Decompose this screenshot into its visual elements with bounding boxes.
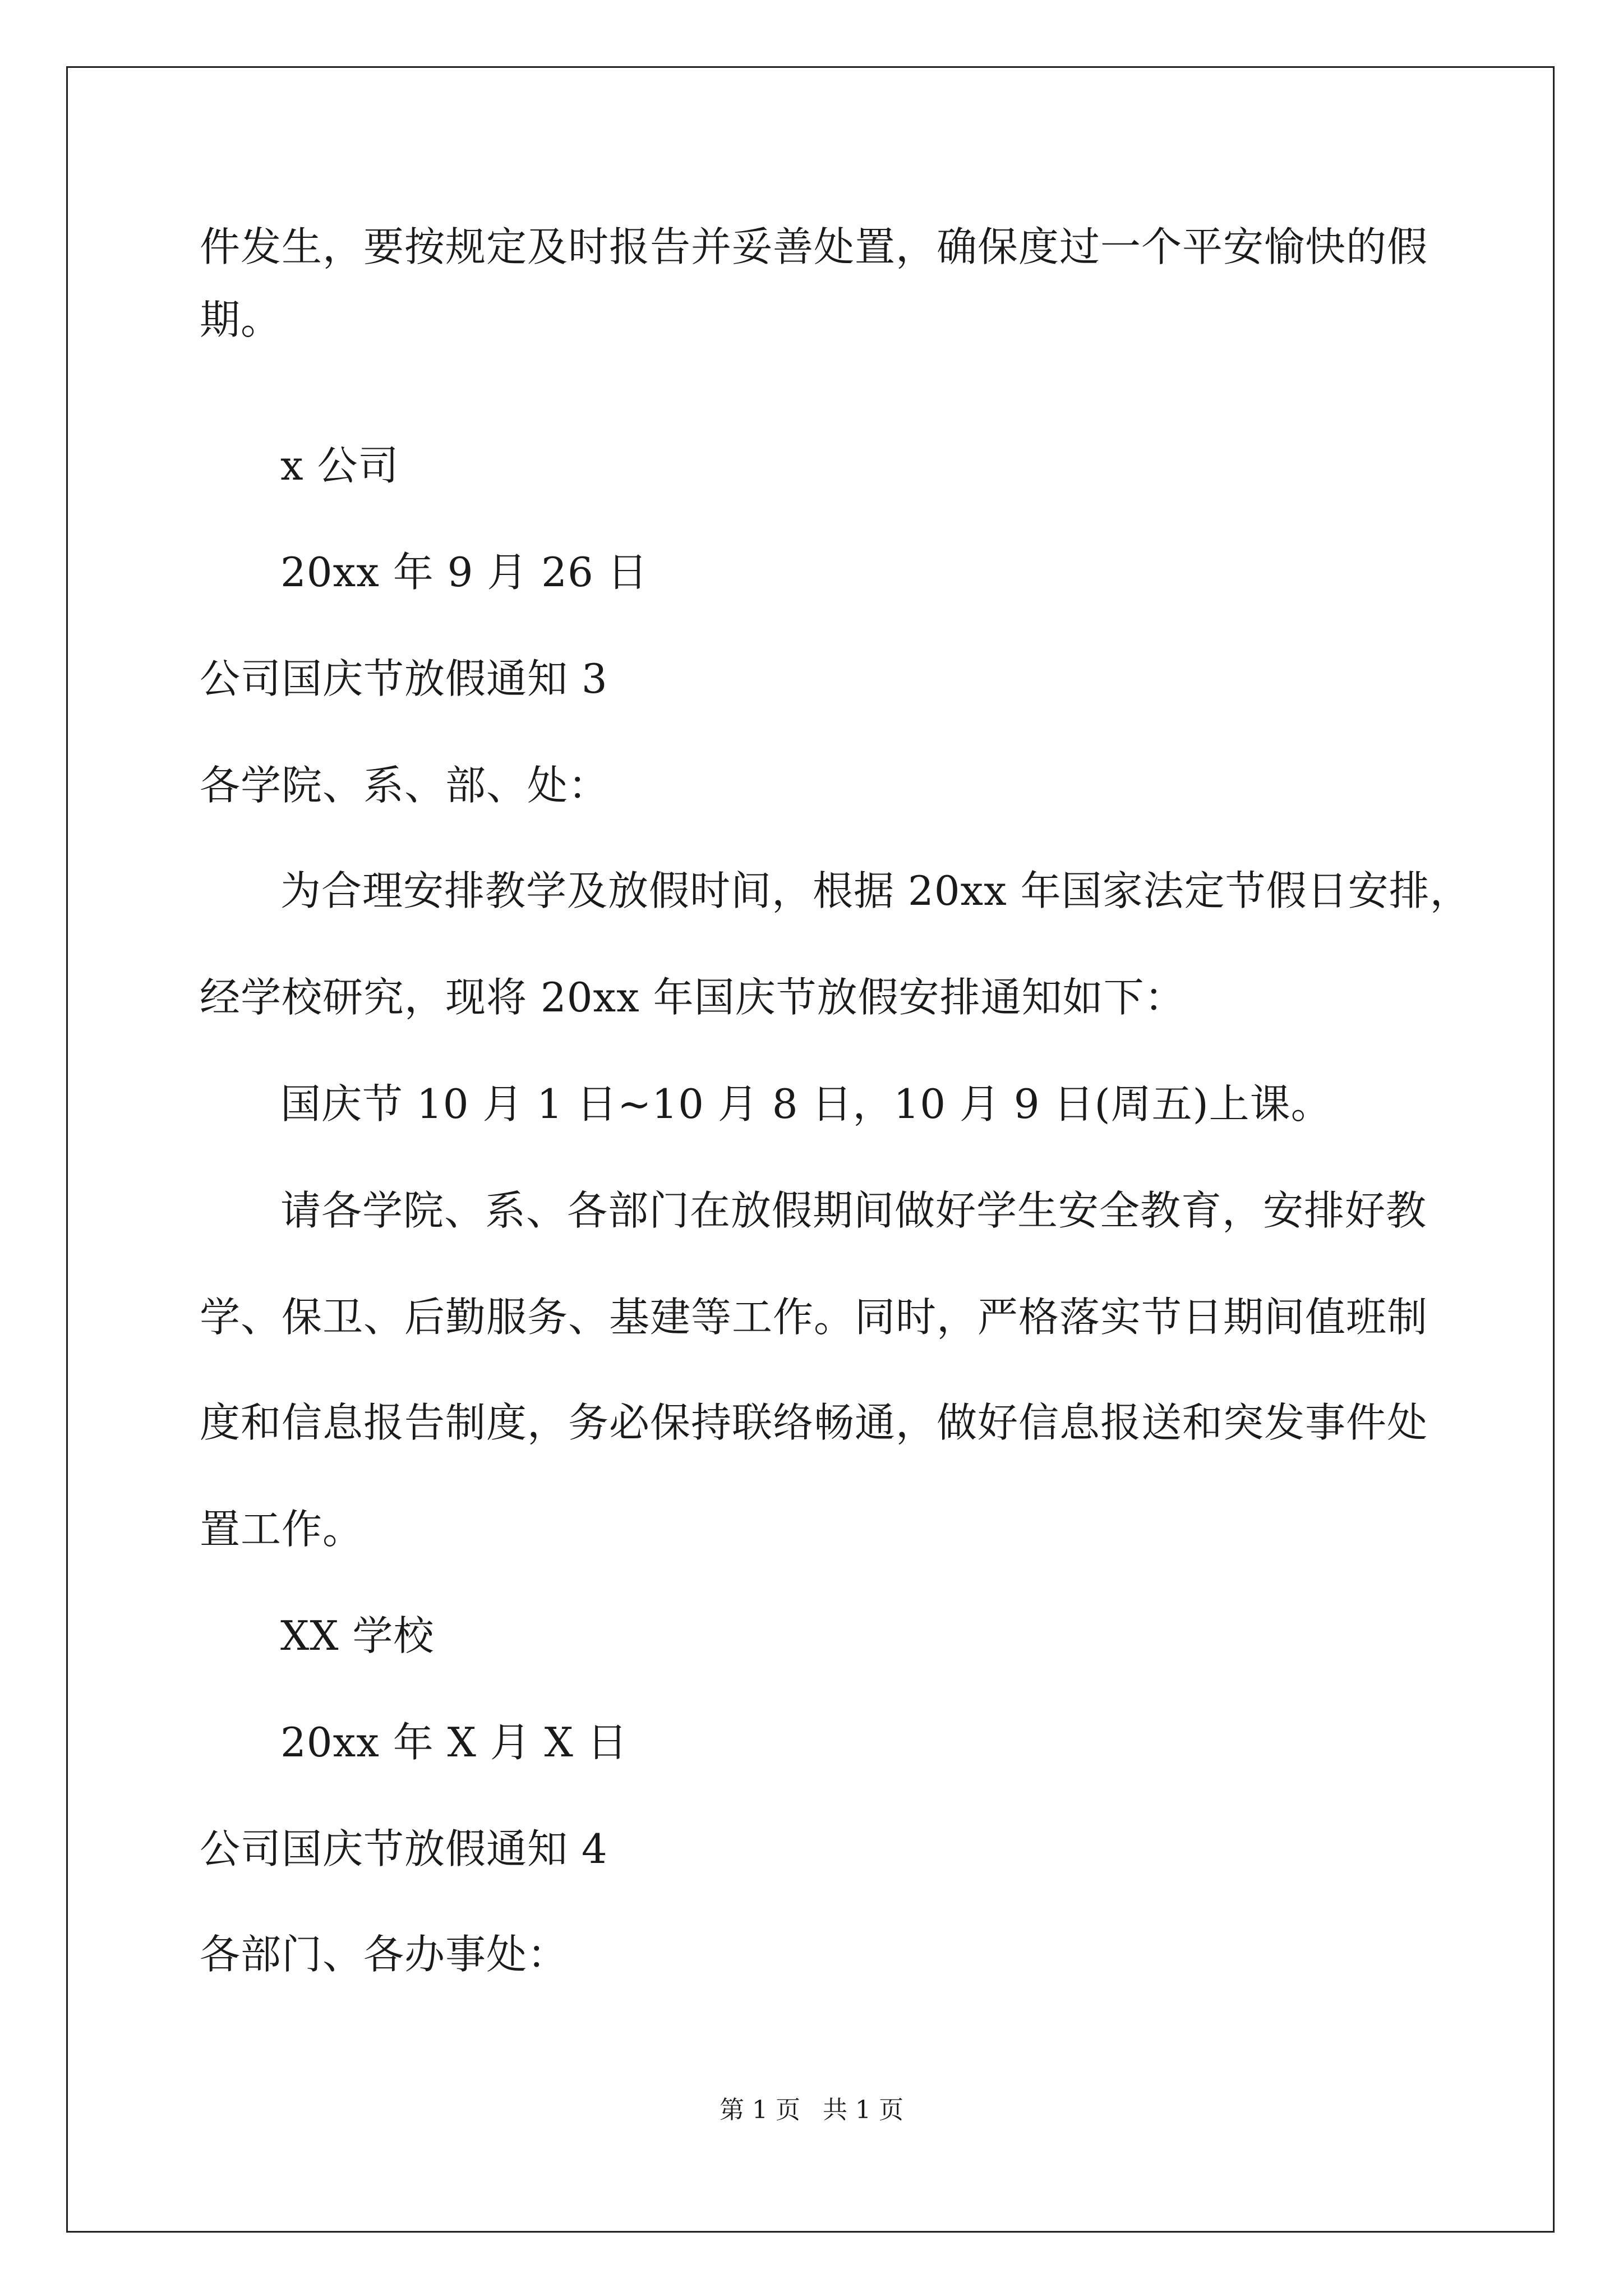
section-heading: 公司国庆节放假通知 3	[200, 655, 608, 702]
salutation: 各部门、各办事处：	[200, 1931, 569, 1978]
signature-date: 20xx 年 9 月 26 日	[280, 549, 648, 596]
paragraph-line: 置工作。	[200, 1506, 364, 1553]
signature-date: 20xx 年 X 月 X 日	[280, 1719, 628, 1766]
paragraph-line: 请各学院、系、各部门在放假期间做好学生安全教育，安排好教	[280, 1187, 1427, 1234]
page-footer	[0, 2093, 1623, 2127]
signature-school: XX 学校	[280, 1612, 435, 1659]
paragraph-line: 为合理安排教学及放假时间，根据 20xx 年国家法定节假日安排，	[280, 867, 1471, 914]
signature-company: x 公司	[280, 442, 399, 489]
paragraph-line: 经学校研究，现将 20xx 年国庆节放假安排通知如下：	[200, 974, 1186, 1021]
section-heading: 公司国庆节放假通知 4	[200, 1825, 608, 1872]
paragraph-line: 期。	[200, 296, 282, 343]
paragraph-line: 件发生，要按规定及时报告并妥善处置，确保度过一个平安愉快的假	[200, 223, 1428, 270]
page-number: 第 1 页	[720, 2096, 800, 2124]
page-total: 共 1 页	[823, 2096, 903, 2124]
paragraph-line: 国庆节 10 月 1 日~10 月 8 日，10 月 9 日(周五)上课。	[280, 1080, 1332, 1128]
paragraph-line: 学、保卫、后勤服务、基建等工作。同时，严格落实节日期间值班制	[200, 1294, 1428, 1341]
salutation: 各学院、系、部、处：	[200, 762, 610, 809]
page-border	[66, 66, 1555, 2233]
paragraph-line: 度和信息报告制度，务必保持联络畅通，做好信息报送和突发事件处	[200, 1399, 1428, 1446]
